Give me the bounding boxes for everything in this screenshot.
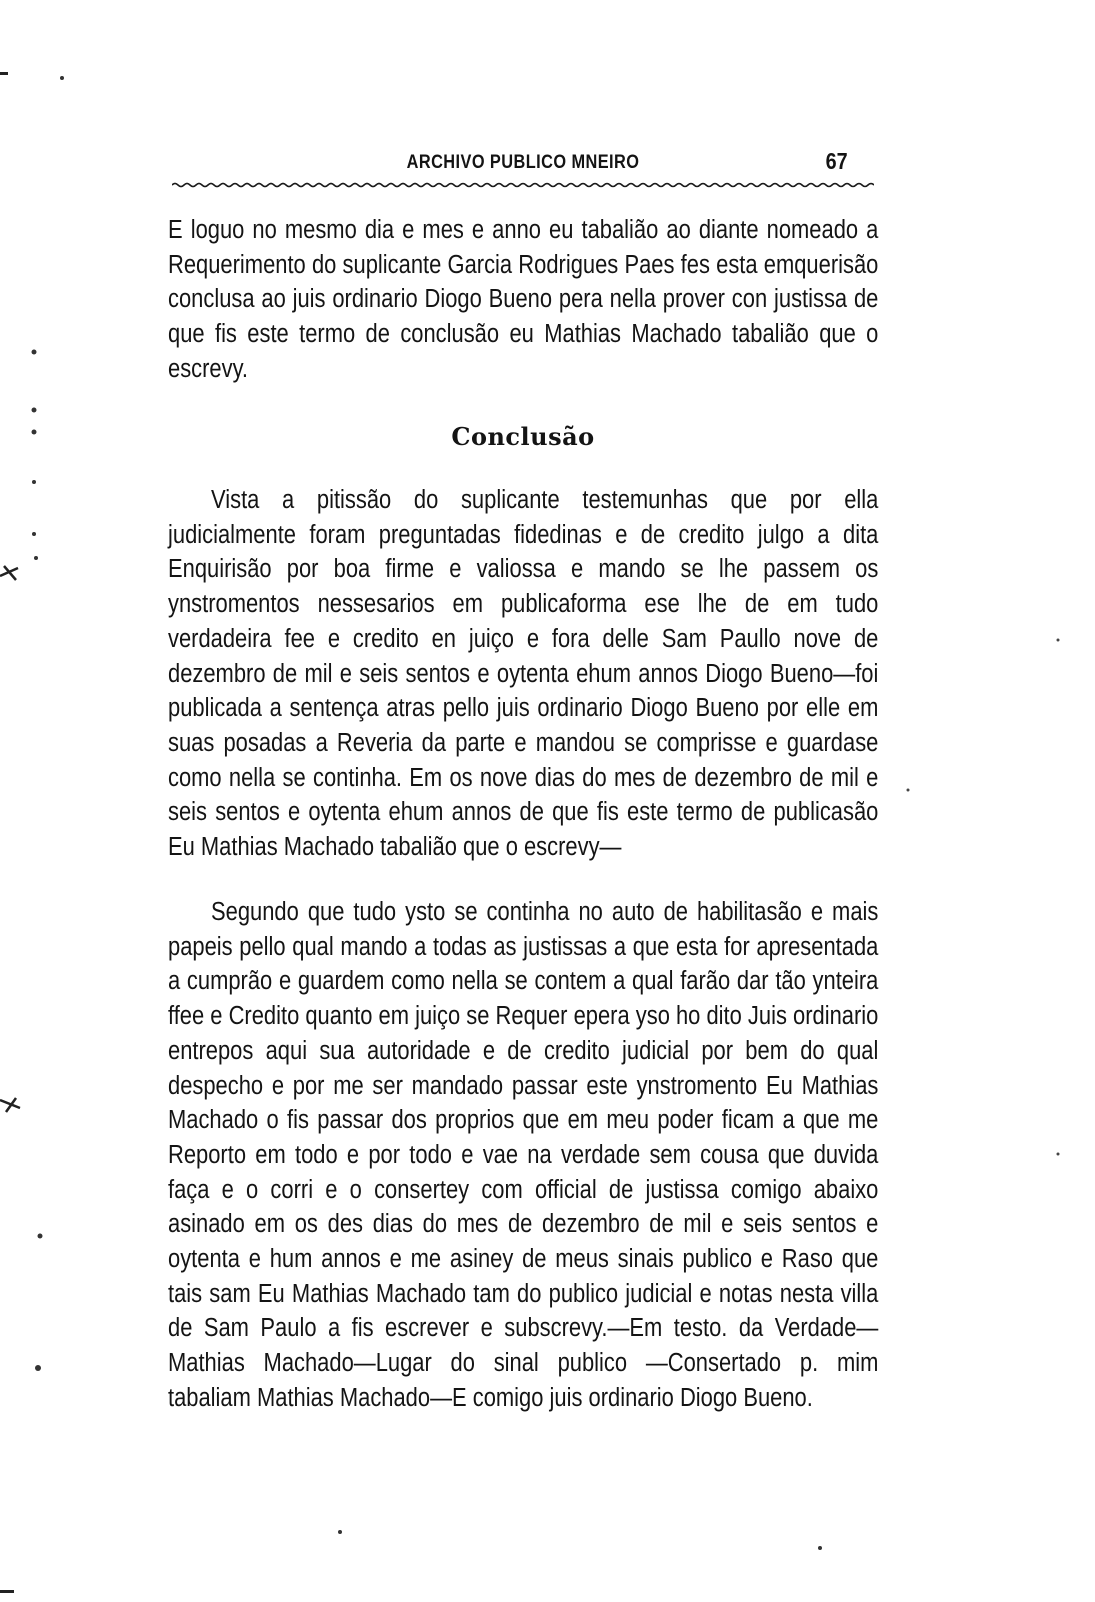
header-rule: [172, 182, 874, 188]
paragraph-1: [168, 213, 878, 387]
paragraph-1-text: E loguo no mesmo dia e mes e anno eu tabalião ao diante nomeado a Requerimento do suplicante Garcia Rodrigues Paes fes esta emquerisão conclusa ao juis ordinario Diogo Bueno pera nella prover con justissa de que fis este termo de conclusão eu Mathias Machado tabalião que o escrevy.: [168, 216, 879, 383]
paragraph-2-text: Vista a pitissão do suplicante testemunhas que por ella judicialmente foram preguntadas fidedinas e de credito julgo a dita Enquirisão por boa firme e valiossa e mando se lhe passem os ynstromentos nessesarios em publicaforma ese lhe de em tudo verdadeira fee e credito en juiço e fora delle Sam Paullo nove de dezembro de mil e seis sentos e oytenta ehum annos Diogo Bueno—foi publicada a sentença atras pello juis ordinario Diogo Bueno por elle em suas posadas a Reveria da parte e mandou se comprisse e guardase como nella se continha. Em os nove dias do mes de dezembro de mil e seis sentos e oytenta ehum annos de que fis este termo de publicasão Eu Mathias Machado tabalião que o escrevy—: [168, 486, 879, 862]
page-number: 67: [825, 148, 848, 174]
paragraph-3-text: Segundo que tudo ysto se continha no auto de habilitasão e mais papeis pello qual mando a todas as justissas a que esta for apresentada a cumprão e guardem como nella se contem a qual farão dar tão ynteira ffee e Credito quanto em juiço se Requer epera yso ho dito Juis ordinario entrepos aqui sua autoridade e de credito judicial por bem do qual despecho e por me ser mandado passar este ynstromento Eu Mathias Machado o fis passar dos proprios que em meu poder ficam a que me Reporto em todo e por todo e vae na verdade sem cousa que duvida faça e o corri e o consertey com official de justissa comigo abaixo asinado em os des dias do mes de dezembro de mil e seis sentos e oytenta e hum annos e me asiney de meus sinais publico e Raso que tais sam Eu Mathias Machado tam do publico judicial e notas nesta villa de Sam Paulo a fis escrever e subscrevy.—Em testo. da Verdade—Mathias Machado—Lugar do sinal publico —Consertado p. mim tabaliam Mathias Machado—E comigo juis ordinario Diogo Bueno.: [168, 898, 879, 1412]
section-heading: Conclusão: [451, 422, 595, 451]
running-title: ARCHIVO PUBLICO MNEIRO: [406, 152, 640, 173]
paragraph-2: [168, 483, 878, 865]
running-header: [170, 146, 876, 180]
paragraph-3: [168, 895, 878, 1416]
